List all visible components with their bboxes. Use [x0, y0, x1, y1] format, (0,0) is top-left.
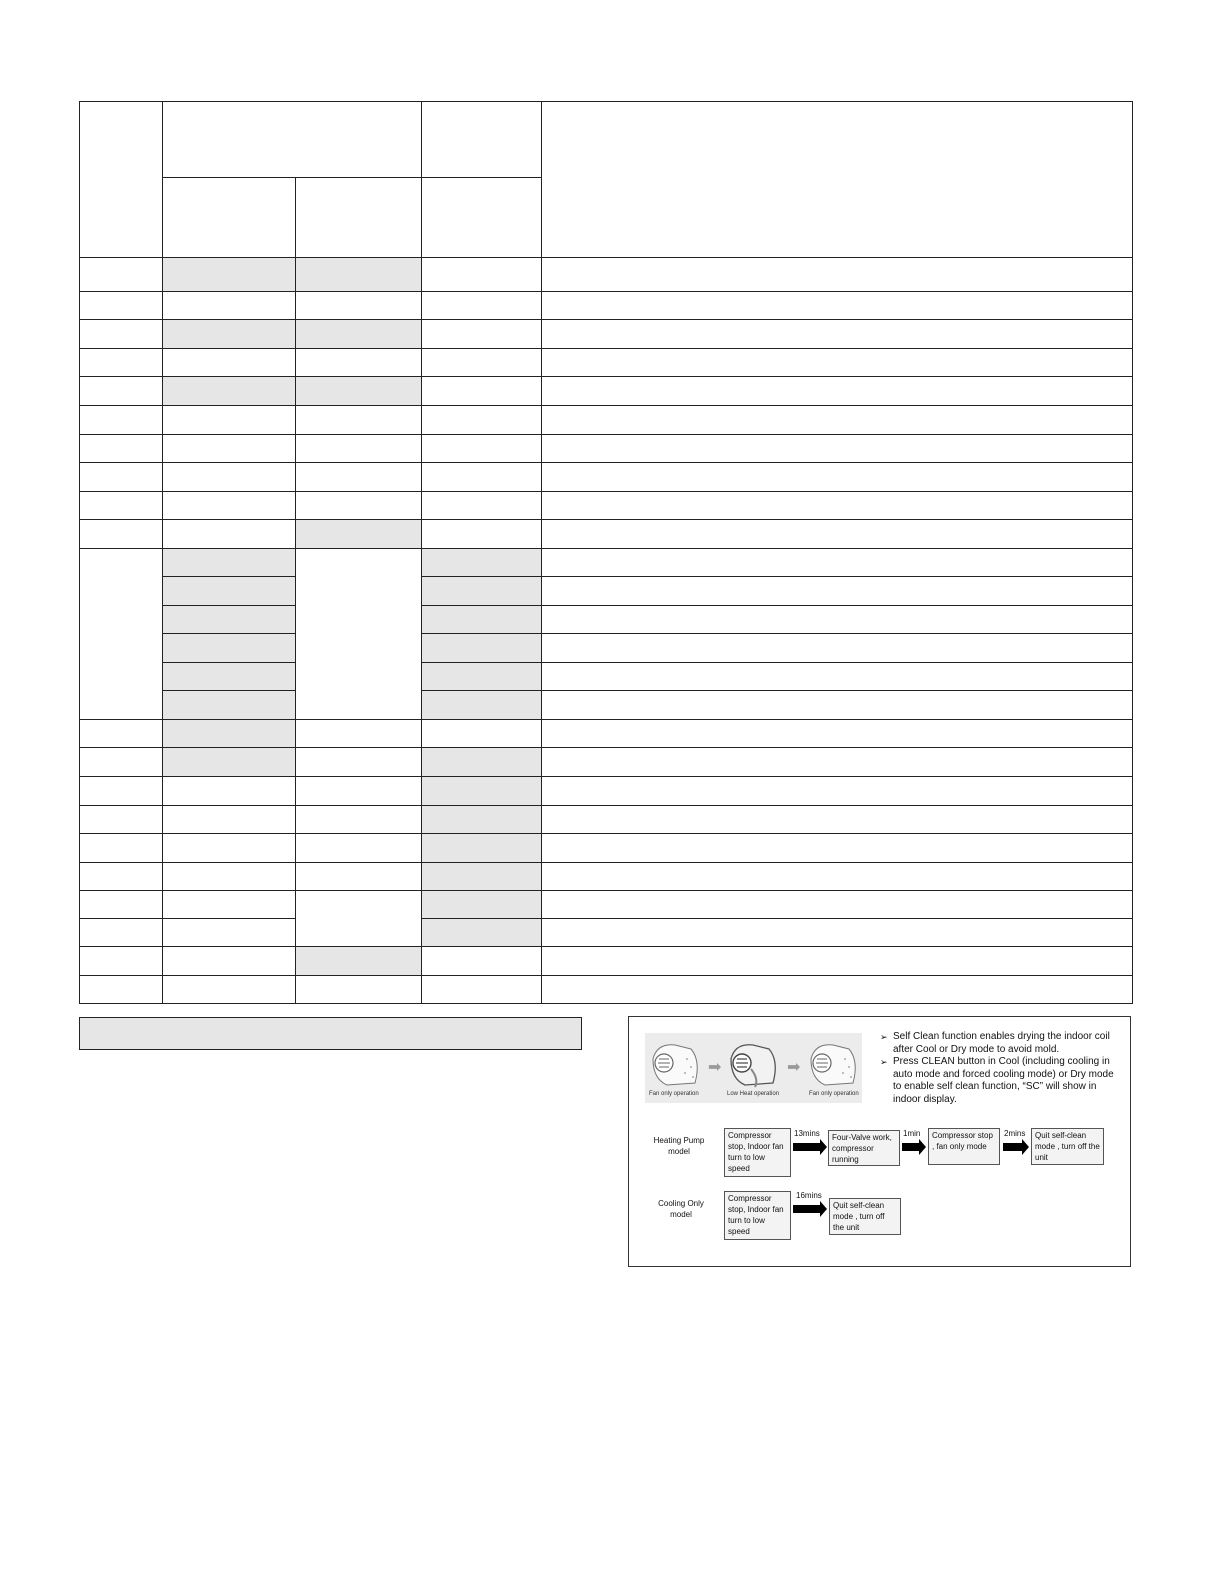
table-cell	[163, 947, 296, 976]
heat-pump-model-label	[647, 1135, 711, 1157]
table-cell	[422, 463, 542, 492]
table-cell	[79, 320, 163, 349]
table-cell	[79, 976, 163, 1004]
table-cell	[163, 663, 296, 691]
table-cell	[163, 349, 296, 377]
table-cell	[296, 520, 422, 549]
table-cell	[422, 292, 542, 320]
table-cell	[296, 292, 422, 320]
gray-arrow-icon: ➡	[708, 1059, 722, 1076]
interval-label: 13mins	[794, 1129, 820, 1138]
table-cell	[163, 976, 296, 1004]
table-cell	[422, 258, 542, 292]
table-cell	[163, 101, 422, 178]
table-cell	[79, 349, 163, 377]
table-cell	[296, 349, 422, 377]
table-cell	[542, 720, 1133, 748]
table-cell	[163, 834, 296, 863]
table-cell	[542, 377, 1133, 406]
table-cell	[422, 663, 542, 691]
table-cell	[163, 520, 296, 549]
table-cell	[422, 520, 542, 549]
table-cell	[163, 748, 296, 777]
table-cell	[79, 777, 163, 806]
flow-step-box: Compressor stop , fan only mode	[928, 1128, 1000, 1165]
note-text: Press CLEAN button in Cool (including cooling in auto mode and forced cooling mode) or Dry mode to enable self clean function, “SC” will show in indoor display.	[893, 1056, 1114, 1105]
table-cell	[422, 806, 542, 834]
self-clean-illustration	[645, 1033, 862, 1103]
table-cell	[422, 863, 542, 891]
model-label-line: Cooling Only	[658, 1199, 704, 1208]
table-cell	[542, 663, 1133, 691]
note-item	[879, 1056, 1124, 1106]
table-cell	[296, 406, 422, 435]
table-cell	[163, 919, 296, 947]
table-cell	[296, 976, 422, 1004]
table-cell	[542, 863, 1133, 891]
table-cell	[79, 919, 163, 947]
table-cell	[296, 178, 422, 258]
interval-label: 2mins	[1004, 1129, 1026, 1138]
table-cell	[296, 435, 422, 463]
table-cell	[163, 320, 296, 349]
flow-step-box: Four-Valve work, compressor running	[828, 1130, 900, 1166]
table-cell	[163, 577, 296, 606]
black-arrow-icon	[793, 1205, 820, 1213]
table-cell	[79, 947, 163, 976]
table-cell	[296, 777, 422, 806]
specification-table	[79, 101, 1133, 1004]
black-arrow-icon	[793, 1143, 820, 1151]
table-cell	[542, 520, 1133, 549]
table-cell	[296, 463, 422, 492]
self-clean-notes	[879, 1031, 1124, 1106]
table-cell	[422, 691, 542, 720]
table-cell	[79, 492, 163, 520]
table-cell	[163, 634, 296, 663]
table-cell	[79, 549, 163, 720]
black-arrow-icon	[902, 1143, 919, 1151]
table-cell	[422, 976, 542, 1004]
arrow-bullet-icon: ➢	[880, 1032, 888, 1042]
flow-step-box: Quit self-clean mode , turn off the unit	[1031, 1128, 1104, 1165]
table-cell	[542, 320, 1133, 349]
table-cell	[542, 947, 1133, 976]
table-cell	[542, 463, 1133, 492]
table-cell	[163, 863, 296, 891]
table-cell	[542, 492, 1133, 520]
table-cell	[542, 549, 1133, 577]
table-cell	[542, 976, 1133, 1004]
table-cell	[542, 577, 1133, 606]
table-cell	[422, 777, 542, 806]
operation-label: Low Heat operation	[727, 1091, 780, 1097]
table-cell	[163, 492, 296, 520]
model-label-line: model	[668, 1147, 690, 1156]
arrow-bullet-icon: ➢	[880, 1057, 888, 1067]
flow-step-box: Quit self-clean mode , turn off the unit	[829, 1198, 901, 1235]
table-cell	[296, 834, 422, 863]
table-cell	[542, 435, 1133, 463]
table-cell	[296, 891, 422, 947]
table-cell	[542, 806, 1133, 834]
table-cell	[79, 406, 163, 435]
table-cell	[79, 292, 163, 320]
table-cell	[542, 101, 1133, 258]
table-cell	[163, 691, 296, 720]
table-cell	[422, 606, 542, 634]
table-cell	[79, 748, 163, 777]
table-cell	[422, 720, 542, 748]
operation-label: Fan only operation	[809, 1091, 859, 1097]
gray-arrow-icon: ➡	[787, 1059, 801, 1076]
table-cell	[422, 377, 542, 406]
table-cell	[542, 919, 1133, 947]
table-cell	[163, 435, 296, 463]
table-cell	[422, 834, 542, 863]
table-cell	[79, 101, 163, 258]
table-cell	[542, 748, 1133, 777]
table-cell	[296, 806, 422, 834]
table-cell	[79, 863, 163, 891]
table-cell	[163, 178, 296, 258]
note-item	[879, 1031, 1124, 1056]
table-cell	[296, 748, 422, 777]
table-cell	[422, 101, 542, 178]
table-cell	[163, 377, 296, 406]
table-cell	[542, 292, 1133, 320]
table-cell	[296, 947, 422, 976]
interval-label: 16mins	[796, 1191, 822, 1200]
table-cell	[163, 891, 296, 919]
cooling-only-model-label	[649, 1198, 713, 1220]
table-cell	[422, 492, 542, 520]
table-cell	[79, 806, 163, 834]
table-cell	[296, 720, 422, 748]
table-cell	[542, 406, 1133, 435]
model-label-line: Heating Pump	[653, 1136, 705, 1145]
flow-step-box: Compressor stop, Indoor fan turn to low speed	[724, 1191, 791, 1240]
table-cell	[296, 549, 422, 720]
black-arrow-icon	[1003, 1143, 1022, 1151]
indoor-unit-fan-icon	[647, 1039, 703, 1091]
self-clean-figure	[628, 1016, 1131, 1267]
table-cell	[422, 406, 542, 435]
table-cell	[422, 748, 542, 777]
table-cell	[542, 691, 1133, 720]
table-cell	[79, 834, 163, 863]
table-cell	[422, 891, 542, 919]
note-text: Self Clean function enables drying the indoor coil after Cool or Dry mode to avoid mold.	[893, 1031, 1110, 1055]
table-cell	[542, 606, 1133, 634]
table-cell	[79, 435, 163, 463]
table-cell	[163, 806, 296, 834]
indoor-unit-heat-icon	[725, 1039, 781, 1091]
table-cell	[296, 492, 422, 520]
table-cell	[542, 891, 1133, 919]
table-cell	[422, 947, 542, 976]
section-heading-bar	[79, 1017, 582, 1050]
table-cell	[542, 258, 1133, 292]
table-cell	[163, 406, 296, 435]
table-cell	[163, 549, 296, 577]
table-cell	[79, 377, 163, 406]
table-cell	[296, 320, 422, 349]
table-cell	[422, 349, 542, 377]
table-cell	[542, 777, 1133, 806]
table-cell	[163, 292, 296, 320]
model-label-line: model	[670, 1210, 692, 1219]
table-cell	[422, 435, 542, 463]
table-cell	[422, 549, 542, 577]
flow-step-box: Compressor stop, Indoor fan turn to low speed	[724, 1128, 791, 1177]
table-cell	[163, 777, 296, 806]
table-cell	[422, 577, 542, 606]
table-cell	[542, 834, 1133, 863]
table-cell	[79, 463, 163, 492]
table-cell	[422, 320, 542, 349]
interval-label: 1min	[903, 1129, 921, 1138]
table-cell	[296, 258, 422, 292]
table-cell	[422, 919, 542, 947]
table-cell	[79, 520, 163, 549]
table-cell	[163, 720, 296, 748]
table-cell	[422, 178, 542, 258]
table-cell	[163, 606, 296, 634]
table-cell	[79, 891, 163, 919]
indoor-unit-fan-icon	[805, 1039, 861, 1091]
table-cell	[163, 463, 296, 492]
table-cell	[542, 634, 1133, 663]
table-cell	[79, 720, 163, 748]
table-cell	[542, 349, 1133, 377]
table-cell	[296, 377, 422, 406]
operation-label: Fan only operation	[649, 1091, 699, 1097]
table-cell	[296, 863, 422, 891]
table-cell	[79, 258, 163, 292]
table-cell	[163, 258, 296, 292]
table-cell	[422, 634, 542, 663]
